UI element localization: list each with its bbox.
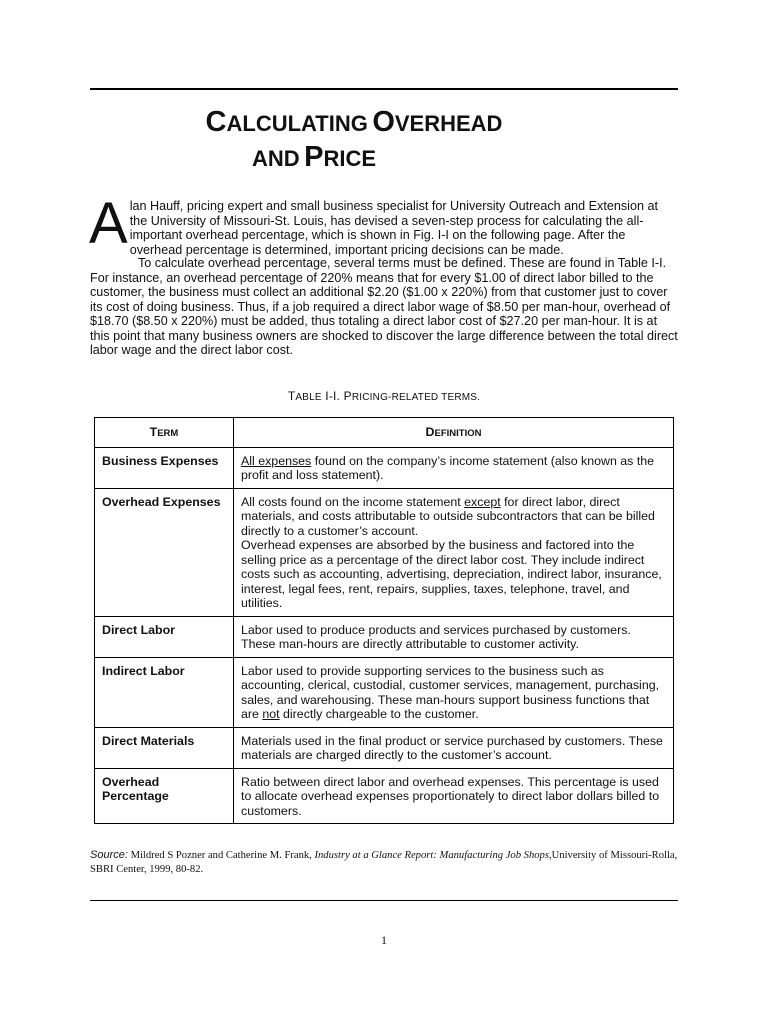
term-cell: Overhead Expenses: [95, 488, 234, 616]
intro-paragraph-1: Alan Hauff, pricing expert and small business specialist for University Outreach and Extension at the University of Missouri-St. Louis, has devised a seven-step process for calculating the all-important overhead percentage, which is shown in Fig. I-I on the following page. After the overhead percentage is determined, important pricing decisions can be made.: [89, 191, 658, 257]
definition-cell: All costs found on the income statement except for direct labor, direct materials, and costs attributable to outside subcontractors that can be billed directly to a customer’s account. Overhead expenses are absorbed by the business and factored into the selling price as a percentage of the direct labor cost. They include indirect costs such as accounting, advertising, depreciation, indirect labor, insurance, interest, legal fees, rent, repairs, supplies, taxes, telephone, travel, and utilities.: [234, 488, 674, 616]
top-rule: [90, 88, 678, 90]
page-title-line-1: CALCULATING OVERHEAD: [205, 106, 503, 138]
intro-paragraph-2: To calculate overhead percentage, several terms must be defined. These are found in Table I-I. For instance, an overhead percentage of 220% means that for every $1.00 of direct labor billed to the customer, the business must collect an additional $2.20 ($1.00 x 220%) from that customer just to cover its cost of doing business. Thus, if a job required a direct labor wage of $8.50 per man-hour, overhead of $18.70 ($8.50 x 220%) must be added, thus totaling a direct labor cost of $27.20 per man-hour. It is at this point that many business owners are shocked to discover the large difference between the total direct labor wage and the direct labor cost.: [90, 256, 678, 357]
term-column-header: TERM: [95, 418, 234, 448]
bottom-rule: [90, 900, 678, 901]
pricing-terms-table: [94, 417, 674, 824]
table-header-row: [95, 418, 674, 448]
term-cell: Overhead Percentage: [95, 768, 234, 824]
table-row: [95, 488, 674, 616]
table-row: [95, 447, 674, 488]
table-row: [95, 727, 674, 768]
definition-cell: Ratio between direct labor and overhead expenses. This percentage is used to allocate overhead expenses proportionately to direct labor dollars billed to customers.: [234, 768, 674, 824]
definition-cell: Labor used to produce products and services purchased by customers. These man-hours are directly attributable to customer activity.: [234, 616, 674, 657]
definition-column-header: DEFINITION: [234, 418, 674, 448]
source-citation: Source: Mildred S Pozner and Catherine M. Frank, Industry at a Glance Report: Manufacturing Job Shops,University of Missouri-Rolla, SBRI Center, 1999, 80-82.: [90, 849, 678, 875]
table-row: [95, 616, 674, 657]
page-title-line-2: AND PRICE: [251, 141, 377, 173]
table-row: [95, 657, 674, 727]
term-cell: Direct Materials: [95, 727, 234, 768]
term-cell: Direct Labor: [95, 616, 234, 657]
definition-cell: Labor used to provide supporting services to the business such as accounting, clerical, custodial, customer services, management, purchasing, sales, and warehousing. These man-hours support business functions that are not directly chargeable to the customer.: [234, 657, 674, 727]
drop-cap: A: [89, 191, 128, 256]
term-cell: Indirect Labor: [95, 657, 234, 727]
page-number: 1: [381, 933, 387, 947]
definition-cell: All expenses found on the company’s income statement (also known as the profit and loss statement).: [234, 447, 674, 488]
table-row: [95, 768, 674, 824]
table-caption: TABLE I-I. PRICING-RELATED TERMS.: [287, 389, 481, 403]
term-cell: Business Expenses: [95, 447, 234, 488]
definition-cell: Materials used in the final product or service purchased by customers. These materials are charged directly to the customer’s account.: [234, 727, 674, 768]
